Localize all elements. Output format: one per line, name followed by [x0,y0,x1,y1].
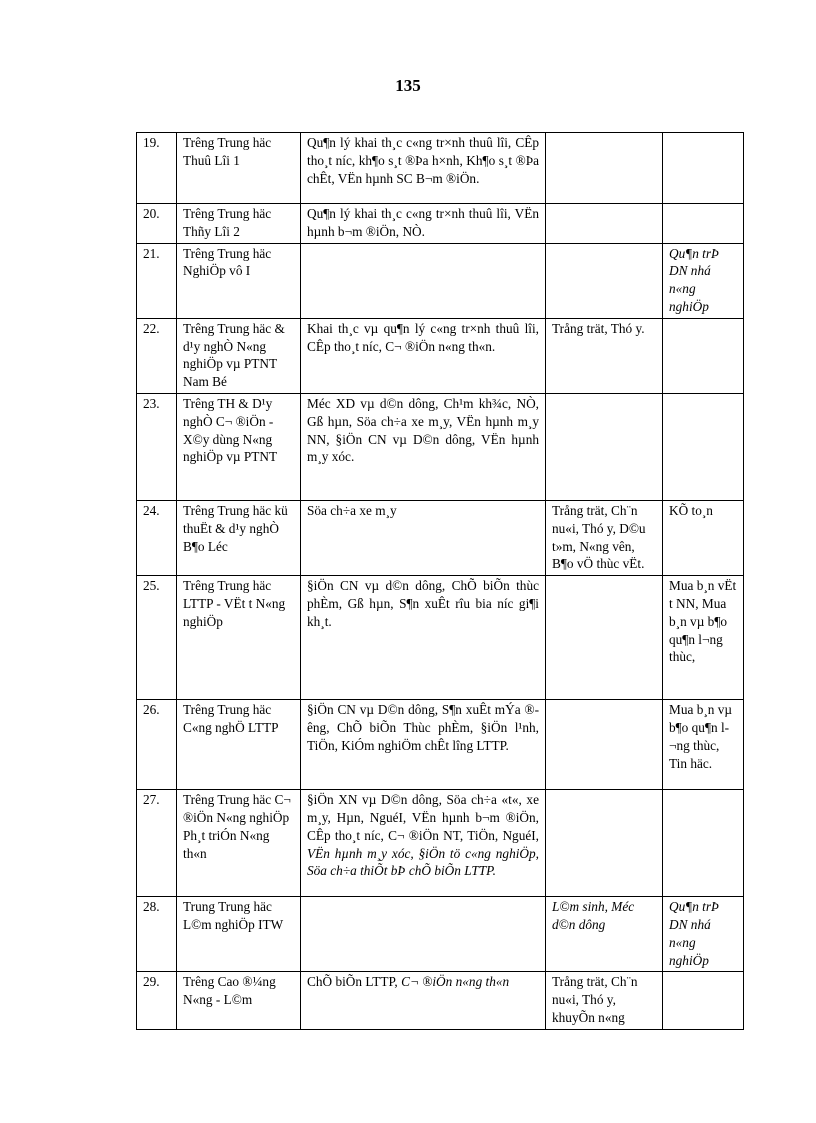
training-fields-plain: ChÕ biÕn LTTP, [307,974,398,990]
table-row [137,790,744,897]
page-number: 135 [395,76,421,95]
school-name: Trêng Trung häc Thñy Lîi 2 [177,204,301,244]
school-name: Trêng Trung häc Thuû Lîi 1 [177,133,301,204]
training-fields: Söa ch÷a xe m¸y [301,500,546,575]
training-fields: Méc XD vµ d©n dông, Ch¹m kh¾c, NÒ, Gß hµn, Söa ch÷a xe m¸y, VËn hµnh m¸y NN, §iÖn CN vµ D©n dông, VËn hµnh m¸y xóc. [301,393,546,500]
business-fields [663,972,744,1029]
row-number: 22. [137,318,177,393]
table-row [137,204,744,244]
row-number: 20. [137,204,177,244]
secondary-fields [546,790,663,897]
business-fields: Qu¶n trÞ DN nhá n«ng nghiÖp [663,243,744,318]
training-table [136,132,744,1030]
secondary-fields: Trång trät, Thó y. [546,318,663,393]
training-fields-italic: C¬ ®iÖn n«ng th«n [401,974,510,990]
secondary-fields [546,133,663,204]
table-row [137,133,744,204]
row-number: 24. [137,500,177,575]
training-fields [301,790,546,897]
school-name: Trêng Trung häc LTTP - VËt t N«ng nghiÖp [177,576,301,700]
school-name: Trung Trung häc L©m nghiÖp ITW [177,897,301,972]
secondary-fields: Trång trät, Ch¨n nu«i, Thó y, khuyÕn n«ng [546,972,663,1029]
school-name: Trêng Trung häc NghiÖp vô I [177,243,301,318]
row-number: 23. [137,393,177,500]
table-row [137,700,744,790]
business-fields: Mua b¸n vµ b¶o qu¶n l¬ng thùc, Tin häc. [663,700,744,790]
business-fields [663,204,744,244]
secondary-fields [546,700,663,790]
row-number: 28. [137,897,177,972]
business-fields: Mua b¸n vËt t NN, Mua b¸n vµ b¶o qu¶n l¬ng thùc, [663,576,744,700]
school-name: Trêng Cao ®¼ng N«ng - L©m [177,972,301,1029]
table-row [137,500,744,575]
business-fields [663,133,744,204]
row-number: 19. [137,133,177,204]
secondary-fields [546,576,663,700]
secondary-fields: L©m sinh, Méc d©n dông [546,897,663,972]
secondary-fields: Trång trät, Ch¨n nu«i, Thó y, D©u t»m, N«ng vên, B¶o vÖ thùc vËt. [546,500,663,575]
business-fields [663,790,744,897]
secondary-fields [546,393,663,500]
row-number: 27. [137,790,177,897]
training-fields-plain: §iÖn XN vµ D©n dông, Söa ch÷a «t«, xe m¸y, Hµn, NguéI, VËn hµnh b¬m ®iÖn, CÊp tho¸t níc, C¬ ®iÖn NT, TiÖn, NguéI, [307,792,539,843]
table-row [137,972,744,1029]
training-fields: Qu¶n lý khai th¸c c«ng tr×nh thuû lîi, CÊp tho¸t níc, kh¶o s¸t ®Þa h×nh, Kh¶o s¸t ®Þa chÊt, VËn hµnh SC B¬m ®iÖn. [301,133,546,204]
row-number: 21. [137,243,177,318]
training-fields [301,897,546,972]
training-fields [301,243,546,318]
business-fields: KÕ to¸n [663,500,744,575]
table-row [137,243,744,318]
table-row [137,318,744,393]
table-row [137,576,744,700]
school-name: Trêng Trung häc C«ng nghÖ LTTP [177,700,301,790]
training-fields: §iÖn CN vµ d©n dông, ChÕ biÕn thùc phÈm, Gß hµn, S¶n xuÊt rîu bia níc gi¶i kh¸t. [301,576,546,700]
table-row [137,393,744,500]
business-fields [663,318,744,393]
business-fields [663,393,744,500]
training-fields-italic: VËn hµnh m¸y xóc, §iÖn tö c«ng nghiÖp, Söa ch÷a thiÕt bÞ chÕ biÕn LTTP. [307,845,539,879]
row-number: 25. [137,576,177,700]
school-name: Trêng TH & D¹y nghÒ C¬ ®iÖn - X©y dùng N«ng nghiÖp vµ PTNT [177,393,301,500]
row-number: 29. [137,972,177,1029]
training-fields: Khai th¸c vµ qu¶n lý c«ng tr×nh thuû lîi, CÊp tho¸t níc, C¬ ®iÖn n«ng th«n. [301,318,546,393]
business-fields: Qu¶n trÞ DN nhá n«ng nghiÖp [663,897,744,972]
row-number: 26. [137,700,177,790]
school-name: Trêng Trung häc C¬ ®iÖn N«ng nghiÖp Ph¸t triÓn N«ng th«n [177,790,301,897]
table-row [137,897,744,972]
secondary-fields [546,243,663,318]
school-name: Trêng Trung häc & d¹y nghÒ N«ng nghiÖp vµ PTNT Nam Bé [177,318,301,393]
training-fields: Qu¶n lý khai th¸c c«ng tr×nh thuû lîi, VËn hµnh b¬m ®iÖn, NÒ. [301,204,546,244]
training-fields [301,972,546,1029]
secondary-fields [546,204,663,244]
training-fields: §iÖn CN vµ D©n dông, S¶n xuÊt mÝa ®êng, ChÕ biÕn Thùc phÈm, §iÖn l¹nh, TiÖn, KiÓm nghiÖm chÊt lîng LTTP. [301,700,546,790]
school-name: Trêng Trung häc kü thuËt & d¹y nghÒ B¶o Léc [177,500,301,575]
